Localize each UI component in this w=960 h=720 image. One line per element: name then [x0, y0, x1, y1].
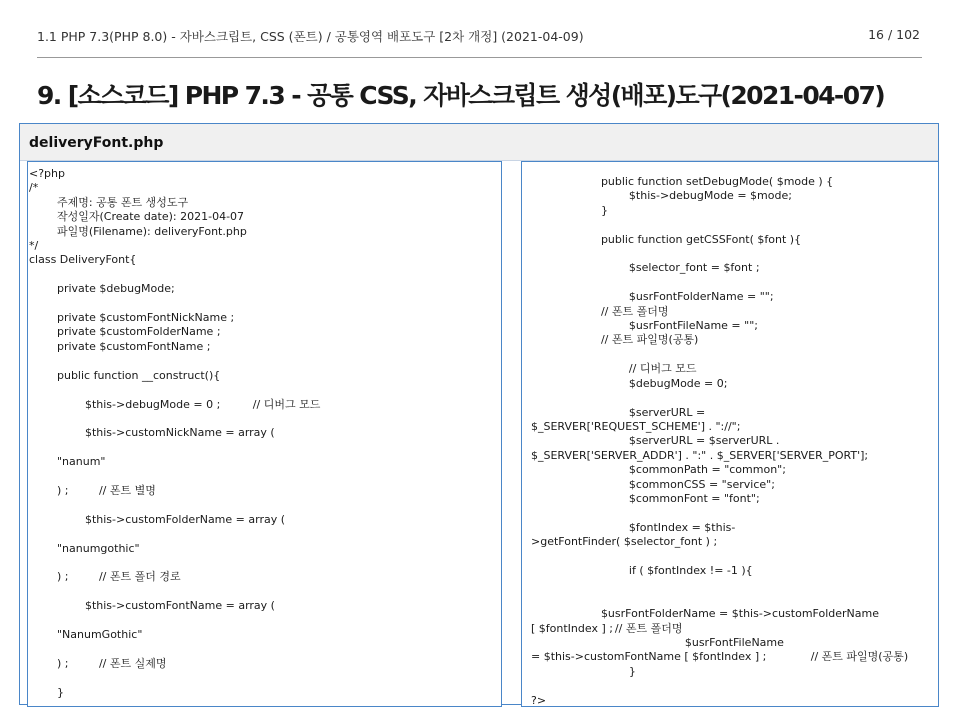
file-name: deliveryFont.php: [29, 135, 164, 151]
code-block-right: public function setDebugMode( $mode ) { $this->debugMode = $mode; } public function getCSSFont( $font ){ $selector_font = $font ; $usrFontFolderName = ""; // 폰트 폴더명 $usrFontFileName = ""; // 폰트 파일명(공통) // 디버그 모드 $debugMode = 0; $serverURL = $_SERVER['REQUEST_SCHEME'] . "://"; $serverURL = $serverURL . $_SERVER['SERVER_ADDR'] . ":" . $_SERVER['SERVER_PORT']; $commonPath = "common"; $commonCSS = "service"; $commonFont = "font"; $fontIndex = $this- >getFontFinder( $selector_font ) ; if ( $fontIndex != -1 ){ $usrFontFolderName = $this->customFolderName [ $fontIndex ] ; // 폰트 폴더명 $usrFontFileName = $this->customFontName [ $fontIndex ] ; // 폰트 파일명(공통) } ?>: [531, 175, 909, 707]
document-breadcrumb: 1.1 PHP 7.3(PHP 8.0) - 자바스크립트, CSS (폰트) / 공통영역 배포도구 [2차 개정] (2021-04-09): [37, 29, 584, 44]
code-column-left: [27, 161, 502, 707]
code-block-left: <?php /* 주제명: 공통 폰트 생성도구 작성일자(Create date): 2021-04-07 파일명(Filename): deliveryFont.php */ class DeliveryFont{ private $debugMode; private $customFontNickName ; private $customFolderName ; private $customFontName ; public function __construct(){ $this->debugMode = 0 ; // 디버그 모드 $this->customNickName = array ( "nanum" ) ; // 폰트 별명 $this->customFolderName = array ( "nanumgothic" ) ; // 폰트 폴더 경로 $this->customFontName = array ( "NanumGothic" ) ; // 폰트 실제명 }: [29, 167, 321, 699]
code-panel: [19, 123, 939, 705]
page-number: 16 / 102: [868, 27, 920, 42]
code-column-right: [521, 161, 939, 707]
header-divider: [37, 57, 922, 58]
code-panel-header: [20, 124, 938, 161]
section-title: 9. [소스코드] PHP 7.3 - 공통 CSS, 자바스크립트 생성(배포)도구(2021-04-07): [37, 81, 885, 110]
